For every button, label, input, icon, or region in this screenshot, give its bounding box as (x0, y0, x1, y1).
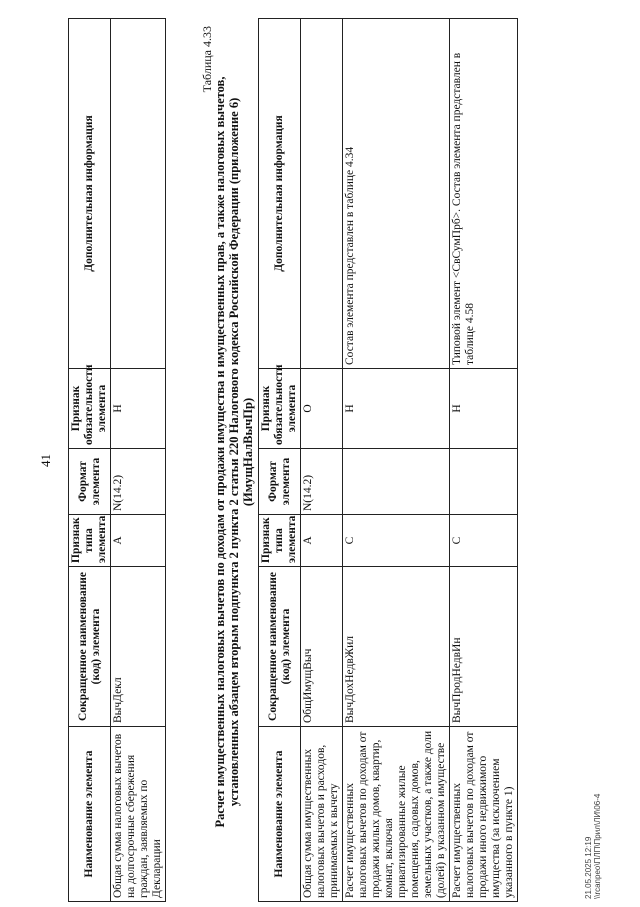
cell-format (343, 449, 450, 515)
cell-info (111, 19, 166, 369)
cell-code: ОбщИмущВыч (301, 567, 343, 727)
header-required: Признак обязательности элемента (259, 369, 301, 449)
header-type: Признак типа элемента (259, 515, 301, 567)
header-info: Дополнительная информация (69, 19, 111, 369)
footer-date: 21.05.2025 12:19 (584, 836, 593, 899)
header-info: Дополнительная информация (259, 19, 301, 369)
cell-info: Состав элемента представлен в таблице 4.34 (343, 19, 450, 369)
cell-name: Расчет имущественных налоговых вычетов по доходам от продажи иного недвижимого имущества (за исключением указанного в пункте 1) (450, 727, 518, 902)
header-name: Наименование элемента (259, 727, 301, 902)
header-code: Сокращенное наименование (код) элемента (259, 567, 301, 727)
table-row (450, 19, 518, 902)
cell-code: ВычПродНедвИн (450, 567, 518, 727)
cell-code: ВычДохНедвЖил (343, 567, 450, 727)
table-top-continuation (68, 18, 166, 902)
header-format: Формат элемента (259, 449, 301, 515)
cell-type: С (343, 515, 450, 567)
cell-format (450, 449, 518, 515)
cell-required: О (301, 369, 343, 449)
header-code: Сокращенное наименование (код) элемента (69, 567, 111, 727)
header-name: Наименование элемента (69, 727, 111, 902)
cell-type: А (301, 515, 343, 567)
cell-type: А (111, 515, 166, 567)
cell-name: Расчет имущественных налоговых вычетов по доходам от продажи жилых домов, квартир, комнат, включая приватизированные жилые помещения, садовых домов, земельных участков, а также доли (долей) в указанном имуществе (343, 727, 450, 902)
header-required: Признак обязательности элемента (69, 369, 111, 449)
cell-info: Типовой элемент <СвСумПрб>. Состав элемента представлен в таблице 4.58 (450, 19, 518, 369)
cell-info (301, 19, 343, 369)
cell-type: С (450, 515, 518, 567)
table-row (301, 19, 343, 902)
page-number: 41 (38, 454, 53, 467)
cell-name: Общая сумма налоговых вычетов на долгосрочные сбережения граждан, заявляемых по Декларации (111, 727, 166, 902)
cell-format: N(14.2) (111, 449, 166, 515)
table-header-row (69, 19, 111, 902)
cell-code: ВычДекл (111, 567, 166, 727)
header-format: Формат элемента (69, 449, 111, 515)
footer-path: \\rcanpeo\ПЛП\Прил\ЛИ\06-4 (593, 793, 602, 899)
cell-format: N(14.2) (301, 449, 343, 515)
cell-required: Н (450, 369, 518, 449)
table-row (343, 19, 450, 902)
cell-required: Н (111, 369, 166, 449)
footer-stamp (584, 794, 602, 899)
table-header-row (259, 19, 301, 902)
table-row (111, 19, 166, 902)
table-label: Таблица 4.33 (200, 26, 214, 93)
cell-name: Общая сумма имущественных налоговых вычетов и расходов, принимаемых к вычету (301, 727, 343, 902)
header-type: Признак типа элемента (69, 515, 111, 567)
table-4-33 (258, 18, 518, 902)
cell-required: Н (343, 369, 450, 449)
table-caption: Расчет имущественных налоговых вычетов по доходам от продажи имущества и имущественных прав, а также налоговых вычетов, установленных абзацем вторым подпункта 2 пункта 2 статьи 220 Налогового кодекса Российской Федерации (приложение 6) (ИмущНалВычПр) (213, 76, 255, 828)
